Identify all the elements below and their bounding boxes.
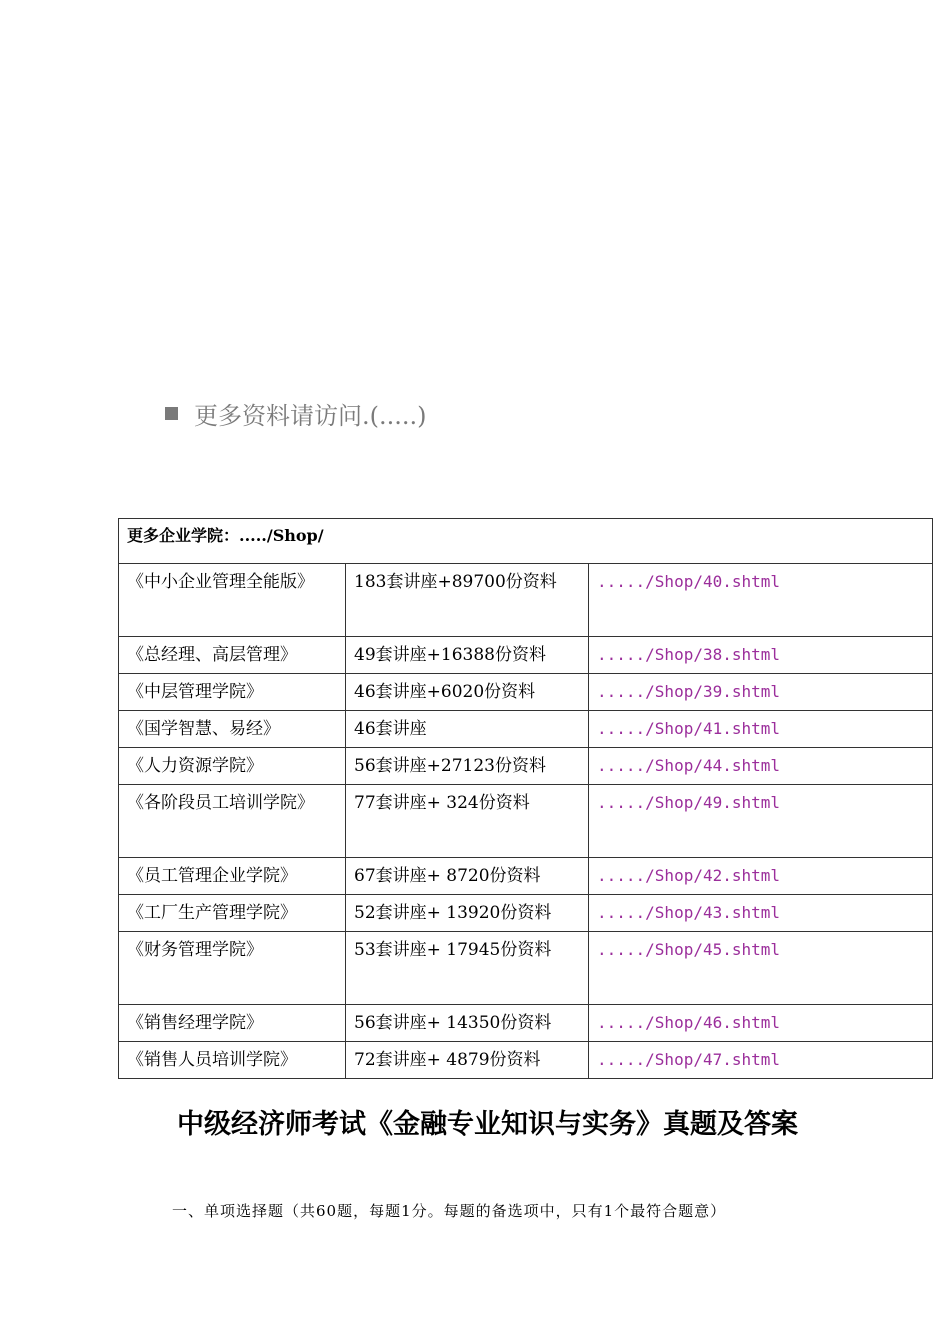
course-name: 《工厂生产管理学院》 <box>119 895 346 932</box>
course-name: 《中层管理学院》 <box>119 674 346 711</box>
table-row <box>119 748 933 785</box>
table-row <box>119 711 933 748</box>
table-row <box>119 637 933 674</box>
course-link[interactable]: ...../Shop/46.shtml <box>589 1005 933 1042</box>
promo-line <box>165 396 427 431</box>
promo-text[interactable]: 更多资料请访问.(.....) <box>194 402 427 430</box>
table-row <box>119 1042 933 1079</box>
course-name: 《销售人员培训学院》 <box>119 1042 346 1079</box>
course-link[interactable]: ...../Shop/44.shtml <box>589 748 933 785</box>
course-count: 56套讲座+ 14350份资料 <box>346 1005 589 1042</box>
course-count: 52套讲座+ 13920份资料 <box>346 895 589 932</box>
course-link[interactable]: ...../Shop/47.shtml <box>589 1042 933 1079</box>
course-link[interactable]: ...../Shop/49.shtml <box>589 785 933 858</box>
course-link[interactable]: ...../Shop/39.shtml <box>589 674 933 711</box>
course-count: 56套讲座+27123份资料 <box>346 748 589 785</box>
table-header: 更多企业学院：...../Shop/ <box>119 519 933 564</box>
course-link[interactable]: ...../Shop/45.shtml <box>589 932 933 1005</box>
course-count: 46套讲座+6020份资料 <box>346 674 589 711</box>
course-name: 《人力资源学院》 <box>119 748 346 785</box>
table-row <box>119 564 933 637</box>
section-heading: 一、单项选择题（共60题，每题1分。每题的备选项中，只有1个最符合题意） <box>172 1202 727 1220</box>
course-count: 72套讲座+ 4879份资料 <box>346 1042 589 1079</box>
document-title: 中级经济师考试《金融专业知识与实务》真题及答案 <box>177 1109 798 1140</box>
course-table <box>118 518 933 1079</box>
table-row <box>119 858 933 895</box>
course-name: 《总经理、高层管理》 <box>119 637 346 674</box>
course-link[interactable]: ...../Shop/40.shtml <box>589 564 933 637</box>
course-count: 49套讲座+16388份资料 <box>346 637 589 674</box>
course-link[interactable]: ...../Shop/42.shtml <box>589 858 933 895</box>
course-name: 《各阶段员工培训学院》 <box>119 785 346 858</box>
square-bullet-icon <box>165 407 178 420</box>
course-count: 77套讲座+ 324份资料 <box>346 785 589 858</box>
course-count: 67套讲座+ 8720份资料 <box>346 858 589 895</box>
course-count: 183套讲座+89700份资料 <box>346 564 589 637</box>
course-count: 46套讲座 <box>346 711 589 748</box>
course-link[interactable]: ...../Shop/38.shtml <box>589 637 933 674</box>
table-row <box>119 785 933 858</box>
table-row <box>119 932 933 1005</box>
course-name: 《中小企业管理全能版》 <box>119 564 346 637</box>
table-row <box>119 895 933 932</box>
course-link[interactable]: ...../Shop/41.shtml <box>589 711 933 748</box>
course-name: 《财务管理学院》 <box>119 932 346 1005</box>
course-link[interactable]: ...../Shop/43.shtml <box>589 895 933 932</box>
table-row <box>119 1005 933 1042</box>
course-count: 53套讲座+ 17945份资料 <box>346 932 589 1005</box>
table-row <box>119 674 933 711</box>
course-name: 《国学智慧、易经》 <box>119 711 346 748</box>
course-name: 《员工管理企业学院》 <box>119 858 346 895</box>
course-name: 《销售经理学院》 <box>119 1005 346 1042</box>
